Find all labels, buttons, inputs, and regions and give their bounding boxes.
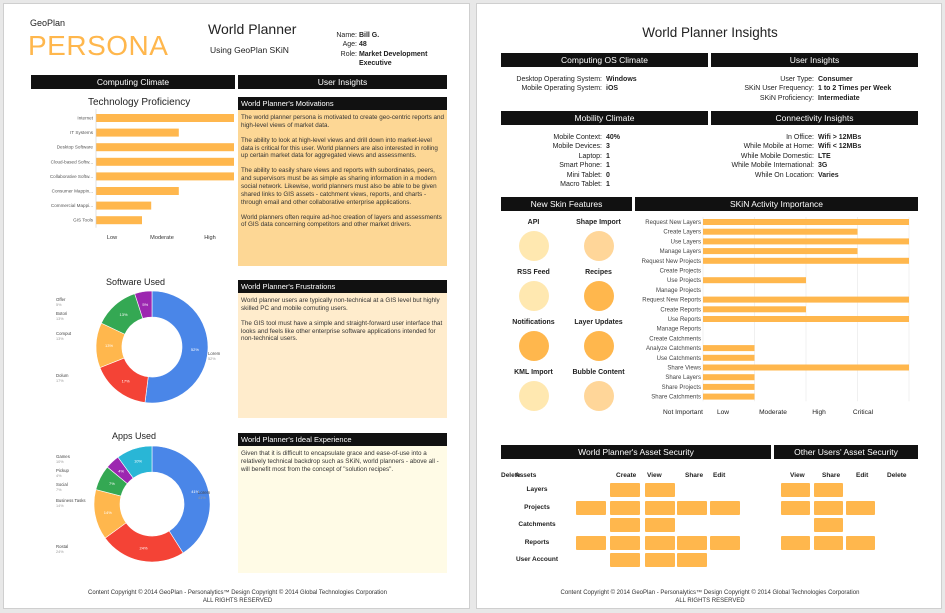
insights-page xyxy=(476,3,942,609)
asset-row-label: Catchments xyxy=(518,521,556,528)
info-row xyxy=(501,152,708,161)
apps-used-chart xyxy=(34,444,234,569)
permission-cell xyxy=(610,483,640,497)
axis-tick-label: Moderate xyxy=(150,235,174,241)
feature-label: API xyxy=(527,219,540,226)
rights-text: ALL RIGHTS RESERVED xyxy=(675,597,745,604)
footer xyxy=(4,590,471,606)
permission-cell xyxy=(677,553,707,567)
info-row-label: While Mobile at Home: xyxy=(743,143,814,151)
axis-tick-label: Low xyxy=(716,409,730,416)
info-row xyxy=(711,161,918,170)
axis-tick-label: High xyxy=(204,235,216,241)
copyright-text: Content Copyright © 2014 GeoPlan - Personalytics™ Design Copyright © 2014 Global Technologies Corporation xyxy=(560,590,860,596)
frustration-paragraph: World planner users are typically non-technical at a GIS level but highly skilled PC and mobile comuting users. xyxy=(241,297,440,312)
permission-cell xyxy=(781,501,810,515)
column-header: Share xyxy=(685,472,704,479)
feature-label: KML Import xyxy=(514,369,553,376)
slice-label: Lorem xyxy=(208,351,221,356)
permission-cell xyxy=(576,501,606,515)
info-row-value: 1 xyxy=(606,152,610,160)
info-row xyxy=(711,84,918,93)
info-row-value: Varies xyxy=(818,171,839,179)
slice-value-label: 14% xyxy=(56,504,64,508)
info-row xyxy=(711,133,918,142)
info-row-value: 3 xyxy=(606,143,610,151)
slice-value-label: 24% xyxy=(56,550,64,554)
slice-label: Lorem xyxy=(198,490,211,495)
computing-os-header: Computing OS Climate xyxy=(501,53,708,67)
persona-heading: PERSONA xyxy=(28,30,169,61)
tick-label: Commercial Mappi... xyxy=(50,203,93,209)
bar xyxy=(703,238,909,244)
permission-cell xyxy=(610,501,640,515)
info-row xyxy=(501,171,708,180)
feature-label: RSS Feed xyxy=(517,269,550,276)
info-row xyxy=(501,180,708,189)
motivation-paragraph: The ability to easily share views and reports with subordinates, peers, and supervisors must be as simple as sharing information in a modern social network. Likewise, world planners must also be able to be given shared links to GIS assets - catchment views, reports, and charts - through email and other collaborative enterprise applications. xyxy=(241,167,437,206)
slice-value-label: 52% xyxy=(208,357,216,361)
ideal-paragraph: Given that it is difficult to encapsulate grace and ease-of-use into a relatively technical backdrop such as SKiN, world planners - above all - will benefit most from the concept of "solution recipes". xyxy=(241,450,439,473)
tick-label: Create Catchments xyxy=(649,336,701,343)
info-row-value: Consumer xyxy=(818,76,853,83)
tick-label: Desktop Software xyxy=(56,144,93,150)
column-header: Edit xyxy=(713,472,726,479)
tick-label: Use Layers xyxy=(670,239,701,246)
slice-value-label: 13% xyxy=(56,317,64,321)
column-header: Create xyxy=(616,472,637,479)
info-row-label: Mobile Devices: xyxy=(552,143,602,151)
tick-label: Share Layers xyxy=(665,375,701,382)
tick-label: Collaborative Softw... xyxy=(49,173,93,179)
permission-cell xyxy=(814,518,843,532)
mobility-rows xyxy=(501,133,708,189)
bar xyxy=(96,172,234,180)
asset-row-label: Projects xyxy=(524,503,550,511)
feature-item xyxy=(566,219,631,261)
feature-importance-circle xyxy=(519,381,549,411)
slice-value-label: 10% xyxy=(56,460,64,464)
permission-cell xyxy=(814,483,843,497)
info-row xyxy=(501,133,708,142)
info-row xyxy=(711,152,918,161)
info-row-label: In Office: xyxy=(786,134,814,141)
feature-importance-circle xyxy=(519,331,549,361)
feature-item xyxy=(566,269,631,311)
activity-chart xyxy=(635,214,918,419)
axis-tick-label: High xyxy=(812,409,826,416)
slice-label: Dolum xyxy=(56,373,69,378)
brand-label: GeoPlan xyxy=(30,18,66,28)
info-row xyxy=(501,75,708,84)
info-row-label: Macro Tablet: xyxy=(560,181,602,189)
info-row-label: SKiN User Frequency: xyxy=(744,85,814,93)
info-row-label: While Mobile Domestic: xyxy=(740,152,814,160)
info-row-label: Smart Phone: xyxy=(559,162,602,170)
permission-cell xyxy=(645,553,675,567)
tick-label: Share Views xyxy=(667,365,701,372)
bar xyxy=(703,345,755,351)
tick-label: Consumer Mappin... xyxy=(51,188,93,194)
frustration-paragraph: The GIS tool must have a simple and straight-forward user interface that looks and feels like other enterprise software applications intended for non-technical users. xyxy=(241,319,443,343)
frustrations-header: World Planner's Frustrations xyxy=(238,280,447,293)
insights-title: World Planner Insights xyxy=(642,25,778,40)
persona-page xyxy=(3,3,470,609)
os-rows xyxy=(501,75,708,94)
column-header: View xyxy=(647,472,662,479)
age-value: 48 xyxy=(358,41,367,49)
info-row-label: Mobile Operating System: xyxy=(521,85,602,93)
column-header: Edit xyxy=(856,472,869,479)
tick-label: Share Projects xyxy=(661,384,701,391)
slice-percent-label: 5% xyxy=(142,302,149,308)
bar xyxy=(96,114,234,122)
asset-row-label: Layers xyxy=(526,486,548,493)
new-skin-header: New Skin Features xyxy=(501,197,632,211)
permission-cell xyxy=(576,536,606,550)
column-header: Assets xyxy=(515,472,537,479)
activity-header: SKiN Activity Importance xyxy=(635,197,918,211)
axis-tick-label: Not Important xyxy=(663,409,703,416)
feature-importance-circle xyxy=(584,281,614,311)
slice-label: Games xyxy=(56,454,70,459)
slice-percent-label: 13% xyxy=(119,312,128,318)
tick-label: Manage Reports xyxy=(656,326,701,333)
info-row xyxy=(501,84,708,93)
info-row-label: Desktop Operating System: xyxy=(516,76,602,83)
info-row-value: LTE xyxy=(818,152,831,160)
column-header: Delete xyxy=(501,472,521,479)
other-security-header: Other Users' Asset Security xyxy=(774,445,918,459)
info-row-label: Laptop: xyxy=(578,152,602,160)
info-row-label: User Type: xyxy=(780,76,814,83)
motivations-box xyxy=(238,110,447,266)
mobility-header: Mobility Climate xyxy=(501,111,708,125)
info-row xyxy=(501,142,708,151)
feature-label: Shape Import xyxy=(576,219,621,226)
tick-label: Use Projects xyxy=(666,278,701,285)
permission-cell xyxy=(677,536,707,550)
software-used-chart xyxy=(34,289,234,404)
slice-label: Business Tasks xyxy=(56,498,86,503)
slice-percent-label: 24% xyxy=(139,545,148,551)
feature-importance-circle xyxy=(584,331,614,361)
slice-percent-label: 17% xyxy=(121,378,130,384)
bar xyxy=(703,355,755,361)
permission-cell xyxy=(610,518,640,532)
tick-label: Create Reports xyxy=(660,307,701,314)
permission-cell xyxy=(781,483,810,497)
slice-percent-label: 10% xyxy=(134,458,143,464)
name-value: Bill G. xyxy=(358,32,380,39)
permission-cell xyxy=(846,536,875,550)
slice-percent-label: 52% xyxy=(190,347,199,353)
permission-cell xyxy=(610,536,640,550)
frustrations-box xyxy=(238,293,447,418)
slice-value-label: 4% xyxy=(56,474,62,478)
info-row-value: Wifi > 12MBs xyxy=(818,134,862,141)
slice-percent-label: 41% xyxy=(191,488,200,494)
permission-cell xyxy=(645,483,675,497)
tick-label: Use Reports xyxy=(667,317,701,323)
security-matrix xyxy=(501,462,921,582)
feature-item xyxy=(566,369,631,411)
bar xyxy=(703,219,909,225)
info-row-value: 3G xyxy=(818,162,828,170)
slice-percent-label: 4% xyxy=(118,468,125,474)
bar xyxy=(703,297,909,303)
bar xyxy=(703,248,858,254)
tick-label: GIS Tools xyxy=(73,217,93,223)
slice-percent-label: 13% xyxy=(105,343,114,349)
name-label: Name: xyxy=(336,32,357,39)
computing-climate-header: Computing Climate xyxy=(31,75,235,89)
connectivity-header: Connectivity Insights xyxy=(711,111,918,125)
info-row xyxy=(711,171,918,180)
bar xyxy=(703,374,755,380)
permission-cell xyxy=(610,553,640,567)
info-row-value: 40% xyxy=(606,134,621,141)
bar xyxy=(703,258,909,264)
column-header: Share xyxy=(822,472,841,479)
info-row-value: iOS xyxy=(606,85,619,93)
asset-security-header: World Planner's Asset Security xyxy=(501,445,771,459)
info-row-value: Intermediate xyxy=(818,94,860,102)
tick-label: Use Catchments xyxy=(656,355,701,362)
feature-importance-circle xyxy=(519,281,549,311)
ideal-experience-box xyxy=(238,446,447,573)
bar xyxy=(703,365,909,371)
axis-tick-label: Moderate xyxy=(759,409,787,416)
tick-label: Request New Projects xyxy=(641,258,701,265)
bar xyxy=(703,277,806,283)
info-row-label: SKiN Proficiency: xyxy=(759,94,814,102)
tech-proficiency-title: Technology Proficiency xyxy=(88,97,191,108)
tick-label: Request New Reports xyxy=(642,297,701,304)
info-row-value: Windows xyxy=(606,76,637,83)
permission-cell xyxy=(677,501,707,515)
info-row-label: Mini Tablet: xyxy=(566,171,602,179)
slice-value-label: 17% xyxy=(56,379,64,383)
tick-label: Analyze Catchments xyxy=(645,346,701,353)
info-row xyxy=(501,161,708,170)
age-label: Age: xyxy=(342,41,357,49)
slice-value-label: 13% xyxy=(56,337,64,341)
tick-label: Share Catchments xyxy=(651,394,701,401)
tick-label: Create Projects xyxy=(659,268,701,275)
slice-value-label: 5% xyxy=(56,303,62,307)
slice-value-label: 41% xyxy=(198,496,206,500)
bar xyxy=(703,394,755,400)
info-row-value: 1 to 2 Times per Week xyxy=(818,85,892,93)
permission-cell xyxy=(814,536,843,550)
software-used-title: Software Used xyxy=(106,277,166,287)
bar xyxy=(96,158,234,166)
bar xyxy=(96,187,179,195)
connectivity-rows xyxy=(711,133,918,180)
bar xyxy=(703,316,909,322)
tick-label: Create Layers xyxy=(663,229,701,236)
slice-label: Pickup xyxy=(56,468,69,473)
asset-row-label: User Account xyxy=(515,556,559,563)
motivation-paragraph: The ability to look at high-level views and drill down into market-level data is critical for this user. World planners are also interested in rolling up certain market data for aggregated views and assessments. xyxy=(241,136,438,160)
feature-label: Layer Updates xyxy=(574,319,623,326)
slice-value-label: 7% xyxy=(56,488,62,492)
info-row-label: While Mobile International: xyxy=(731,162,814,170)
permission-cell xyxy=(814,501,843,515)
p2-user-insights-header: User Insights xyxy=(711,53,918,67)
slice-percent-label: 7% xyxy=(109,481,115,487)
motivation-paragraph: The world planner persona is motivated to create geo-centric reports and high-level views of market data. xyxy=(241,114,445,129)
axis-tick-label: Critical xyxy=(852,409,874,416)
info-row-value: Wifi < 12MBs xyxy=(818,143,862,151)
asset-row-label: Reports xyxy=(524,538,550,546)
tick-label: Internet xyxy=(77,115,93,121)
permission-cell xyxy=(645,501,675,515)
info-row xyxy=(711,94,918,103)
bar xyxy=(96,202,151,210)
feature-importance-circle xyxy=(519,231,549,261)
bar xyxy=(96,143,234,151)
info-row-value: 1 xyxy=(606,181,610,189)
permission-cell xyxy=(645,518,675,532)
slice-label: Botori xyxy=(56,311,68,316)
slice-label: Social xyxy=(56,482,68,487)
role-label: Role: xyxy=(340,50,357,58)
info-row-label: While On Location: xyxy=(754,171,814,179)
feature-label: Notifications xyxy=(512,319,555,326)
tick-label: Request New Layers xyxy=(645,220,701,226)
persona-details xyxy=(326,31,466,69)
permission-cell xyxy=(846,501,875,515)
copyright-text: Content Copyright © 2014 GeoPlan - Personalytics™ Design Copyright © 2014 Global Technologies Corporation xyxy=(88,590,387,596)
user-insight-rows xyxy=(711,75,918,103)
ideal-experience-header: World Planner's Ideal Experience xyxy=(238,433,447,446)
info-row-label: Mobile Context: xyxy=(553,134,602,141)
feature-importance-circle xyxy=(584,381,614,411)
permission-cell xyxy=(645,536,675,550)
tech-proficiency-chart xyxy=(34,109,234,244)
tick-label: IT Systems xyxy=(70,130,93,136)
motivations-header: World Planner's Motivations xyxy=(238,97,447,110)
tick-label: Cloud-based Softw... xyxy=(50,159,93,165)
column-header: Delete xyxy=(887,472,907,479)
motivation-paragraph: World planners often require ad-hoc creation of layers and assessments of GIS data concerning competitors and other market drivers. xyxy=(241,213,442,229)
column-header: View xyxy=(790,472,805,479)
bar xyxy=(96,216,142,224)
page-title: World Planner xyxy=(208,21,297,37)
rights-text: ALL RIGHTS RESERVED xyxy=(202,597,273,604)
role-value: Market Development Executive xyxy=(358,50,428,68)
info-row-value: 0 xyxy=(606,171,610,179)
slice-label: Rostal xyxy=(56,544,69,549)
feature-importance-circle xyxy=(584,231,614,261)
apps-used-title: Apps Used xyxy=(112,431,157,441)
feature-label: Bubble Content xyxy=(572,369,625,376)
axis-tick-label: Low xyxy=(106,235,118,241)
footer xyxy=(477,590,943,606)
bar xyxy=(703,306,806,312)
tick-label: Manage Layers xyxy=(659,249,701,256)
bar xyxy=(703,229,858,235)
feature-item xyxy=(566,319,631,361)
slice-label: Offer xyxy=(56,297,66,302)
user-insights-header: User Insights xyxy=(238,75,447,89)
slice-label: Comput xyxy=(56,331,72,336)
feature-item xyxy=(501,219,566,261)
feature-item xyxy=(501,319,566,361)
feature-item xyxy=(501,269,566,311)
bar xyxy=(96,129,179,137)
feature-item xyxy=(501,369,566,411)
info-row xyxy=(711,142,918,151)
feature-label: Recipes xyxy=(585,269,612,276)
permission-cell xyxy=(781,536,810,550)
page-subtitle: Using GeoPlan SKiN xyxy=(210,45,289,55)
tick-label: Manage Projects xyxy=(655,287,701,294)
permission-cell xyxy=(710,501,740,515)
info-row xyxy=(711,75,918,84)
features-grid xyxy=(501,219,632,419)
bar xyxy=(703,384,755,390)
info-row-value: 1 xyxy=(606,162,610,170)
permission-cell xyxy=(710,536,740,550)
slice-percent-label: 14% xyxy=(103,509,112,515)
